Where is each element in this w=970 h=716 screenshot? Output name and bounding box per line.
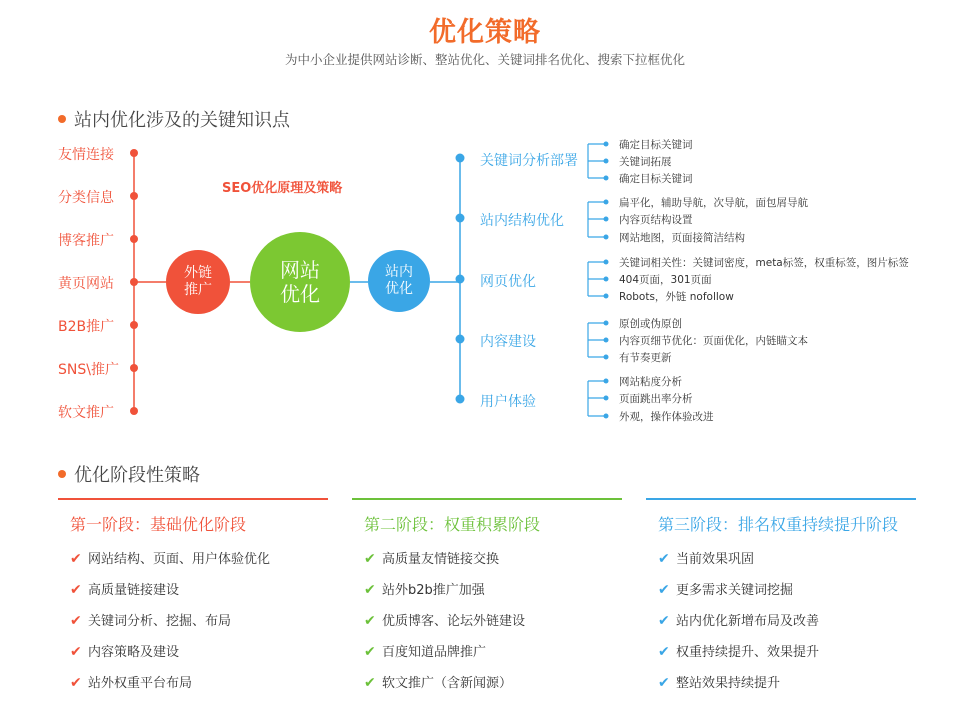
branch-item: 网站粘度分析 (619, 376, 682, 388)
list-item: ✔ 高质量友情链接交换 (364, 551, 500, 567)
list-item: ✔ 软文推广（含新闻源） (364, 675, 513, 691)
check-icon: ✔ (70, 644, 82, 660)
list-item: ✔ 站内优化新增布局及改善 (658, 613, 820, 629)
stage-title: 第三阶段：排名权重持续提升阶段 (658, 515, 899, 534)
list-item: ✔ 百度知道品牌推广 (364, 644, 487, 660)
list-item: ✔ 更多需求关键词挖掘 (658, 582, 794, 598)
stage-column-2 (352, 498, 622, 704)
branch-item: 404页面，301页面 (619, 274, 712, 286)
left-item-3: 博客推广 (58, 233, 114, 249)
branch-item: Robots，外链 nofollow (619, 291, 734, 303)
section-title: 站内优化涉及的关键知识点 (74, 110, 290, 131)
left-item-6: SNS\推广 (58, 362, 119, 378)
check-icon: ✔ (658, 613, 670, 629)
check-icon: ✔ (658, 644, 670, 660)
check-icon: ✔ (364, 582, 376, 598)
branch-item: 内容页细节优化：页面优化，内链瞄文本 (619, 335, 808, 347)
list-item: ✔ 网站结构、页面、用户体验优化 (70, 551, 271, 567)
outer-link-circle: 外链 推广 (166, 250, 230, 314)
list-item: ✔ 站外b2b推广加强 (364, 582, 485, 598)
list-item: ✔ 内容策略及建设 (70, 644, 180, 660)
branch-item: 关键词相关性：关键词密度，meta标签，权重标签，图片标签 (619, 257, 909, 269)
check-icon: ✔ (658, 582, 670, 598)
check-icon: ✔ (70, 582, 82, 598)
branch-item: 确定目标关键词 (619, 139, 693, 151)
check-icon: ✔ (70, 613, 82, 629)
section-title: 优化阶段性策略 (74, 465, 200, 486)
stage-divider (646, 498, 916, 500)
branch-item: 网站地图，页面接简洁结构 (619, 232, 745, 244)
check-icon: ✔ (364, 551, 376, 567)
stage-column-1 (58, 498, 328, 704)
branch-label-ux: 用户体验 (480, 394, 536, 410)
stage-title: 第二阶段：权重积累阶段 (364, 515, 541, 534)
list-item: ✔ 整站效果持续提升 (658, 675, 781, 691)
branch-item: 确定目标关键词 (619, 173, 693, 185)
left-item-2: 分类信息 (58, 190, 114, 206)
branch-label-keyword: 关键词分析部署 (480, 153, 578, 169)
stage-divider (352, 498, 622, 500)
list-item: ✔ 当前效果巩固 (658, 551, 755, 567)
check-icon: ✔ (364, 613, 376, 629)
list-item: ✔ 优质博客、论坛外链建设 (364, 613, 526, 629)
inner-site-circle: 站内 优化 (368, 250, 430, 312)
branch-item: 关键词拓展 (619, 156, 672, 168)
stage-divider (58, 498, 328, 500)
left-item-5: B2B推广 (58, 319, 115, 335)
stage-column-3 (646, 498, 916, 704)
branch-label-content: 内容建设 (480, 334, 536, 350)
center-circle: 网站 优化 (250, 232, 350, 332)
list-item: ✔ 高质量链接建设 (70, 582, 180, 598)
list-item: ✔ 站外权重平台布局 (70, 675, 193, 691)
stage-title: 第一阶段：基础优化阶段 (70, 515, 247, 534)
list-item: ✔ 关键词分析、挖掘、布局 (70, 613, 232, 629)
left-item-7: 软文推广 (58, 405, 114, 421)
left-item-4: 黄页网站 (58, 276, 114, 292)
check-icon: ✔ (658, 551, 670, 567)
branch-item: 外观，操作体验改进 (619, 411, 714, 423)
check-icon: ✔ (70, 675, 82, 691)
check-icon: ✔ (364, 675, 376, 691)
page-subtitle: 为中小企业提供网站诊断、整站优化、关键词排名优化、搜索下拉框优化 (284, 52, 685, 67)
list-item: ✔ 权重持续提升、效果提升 (658, 644, 820, 660)
check-icon: ✔ (70, 551, 82, 567)
check-icon: ✔ (658, 675, 670, 691)
branch-item: 扁平化，辅助导航，次导航，面包屑导航 (619, 197, 808, 209)
left-item-1: 友情连接 (58, 147, 114, 163)
branch-label-structure: 站内结构优化 (480, 213, 564, 229)
branch-label-page: 网页优化 (480, 274, 536, 290)
section-heading-stages (58, 461, 200, 487)
branch-item: 页面跳出率分析 (619, 393, 693, 405)
bullet-dot (58, 470, 66, 478)
branch-item: 内容页结构设置 (619, 214, 693, 226)
seo-diagram-title: SEO优化原理及策略 (222, 181, 343, 196)
branch-item: 原创或伪原创 (619, 318, 682, 330)
check-icon: ✔ (364, 644, 376, 660)
branch-item: 有节奏更新 (619, 352, 672, 364)
page-title: 优化策略 (429, 17, 541, 48)
